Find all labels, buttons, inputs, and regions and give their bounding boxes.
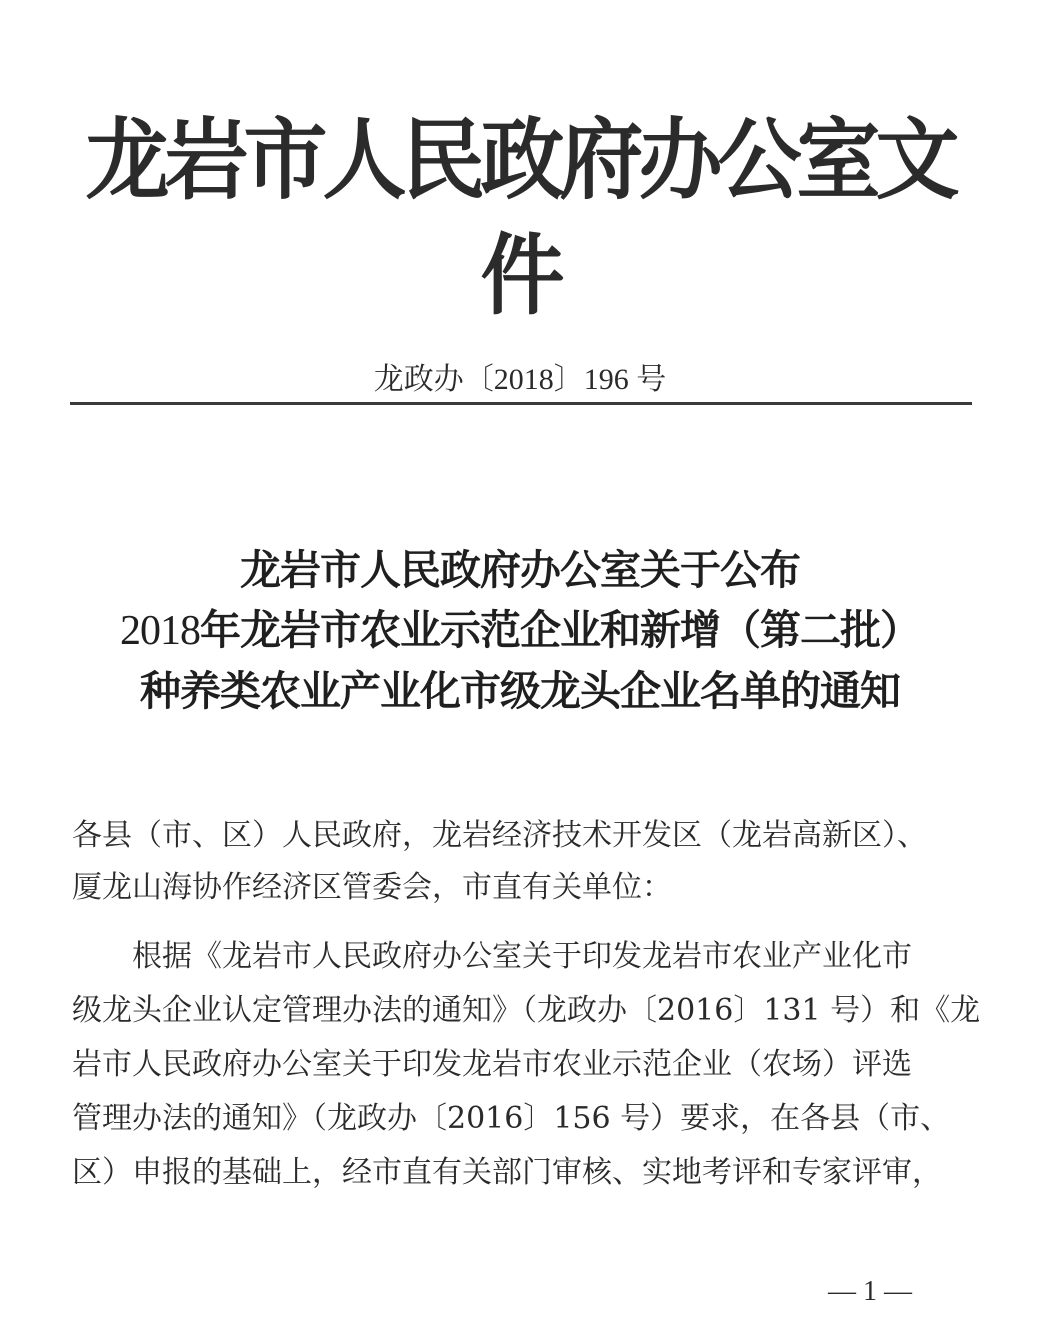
page-number: — 1 —	[828, 1276, 912, 1307]
salutation-line-2: 厦龙山海协作经济区管委会，市直有关单位：	[72, 870, 672, 905]
document-title	[40, 540, 1000, 721]
document-number: 龙政办〔2018〕196 号	[373, 363, 667, 396]
body-line-4: 管理办法的通知》（龙政办〔2016〕156 号）要求，在各县（市、	[72, 1101, 951, 1136]
body-paragraph	[72, 930, 981, 1200]
issuing-authority-header: 龙岩市人民政府办公室文件	[85, 107, 955, 328]
title-line-2	[40, 600, 1000, 661]
salutation	[72, 810, 972, 914]
body-line-5: 区）申报的基础上，经市直有关部门审核、实地考评和专家评审，	[72, 1155, 942, 1190]
salutation-line-1: 各县（市、区）人民政府，龙岩经济技术开发区（龙岩高新区）、	[72, 818, 927, 853]
title-year: 2018	[120, 608, 200, 654]
body-line-3: 岩市人民政府办公室关于印发龙岩市农业示范企业（农场）评选	[72, 1047, 912, 1082]
title-line-3: 种养类农业产业化市级龙头企业名单的通知	[140, 667, 900, 715]
body-line-1: 根据《龙岩市人民政府办公室关于印发龙岩市农业产业化市	[132, 939, 912, 974]
title-line-2-text: 年龙岩市农业示范企业和新增（第二批）	[200, 606, 920, 654]
title-line-1: 龙岩市人民政府办公室关于公布	[240, 546, 800, 594]
header-divider	[70, 402, 972, 405]
body-line-2: 级龙头企业认定管理办法的通知》（龙政办〔2016〕131 号）和《龙	[72, 993, 981, 1028]
